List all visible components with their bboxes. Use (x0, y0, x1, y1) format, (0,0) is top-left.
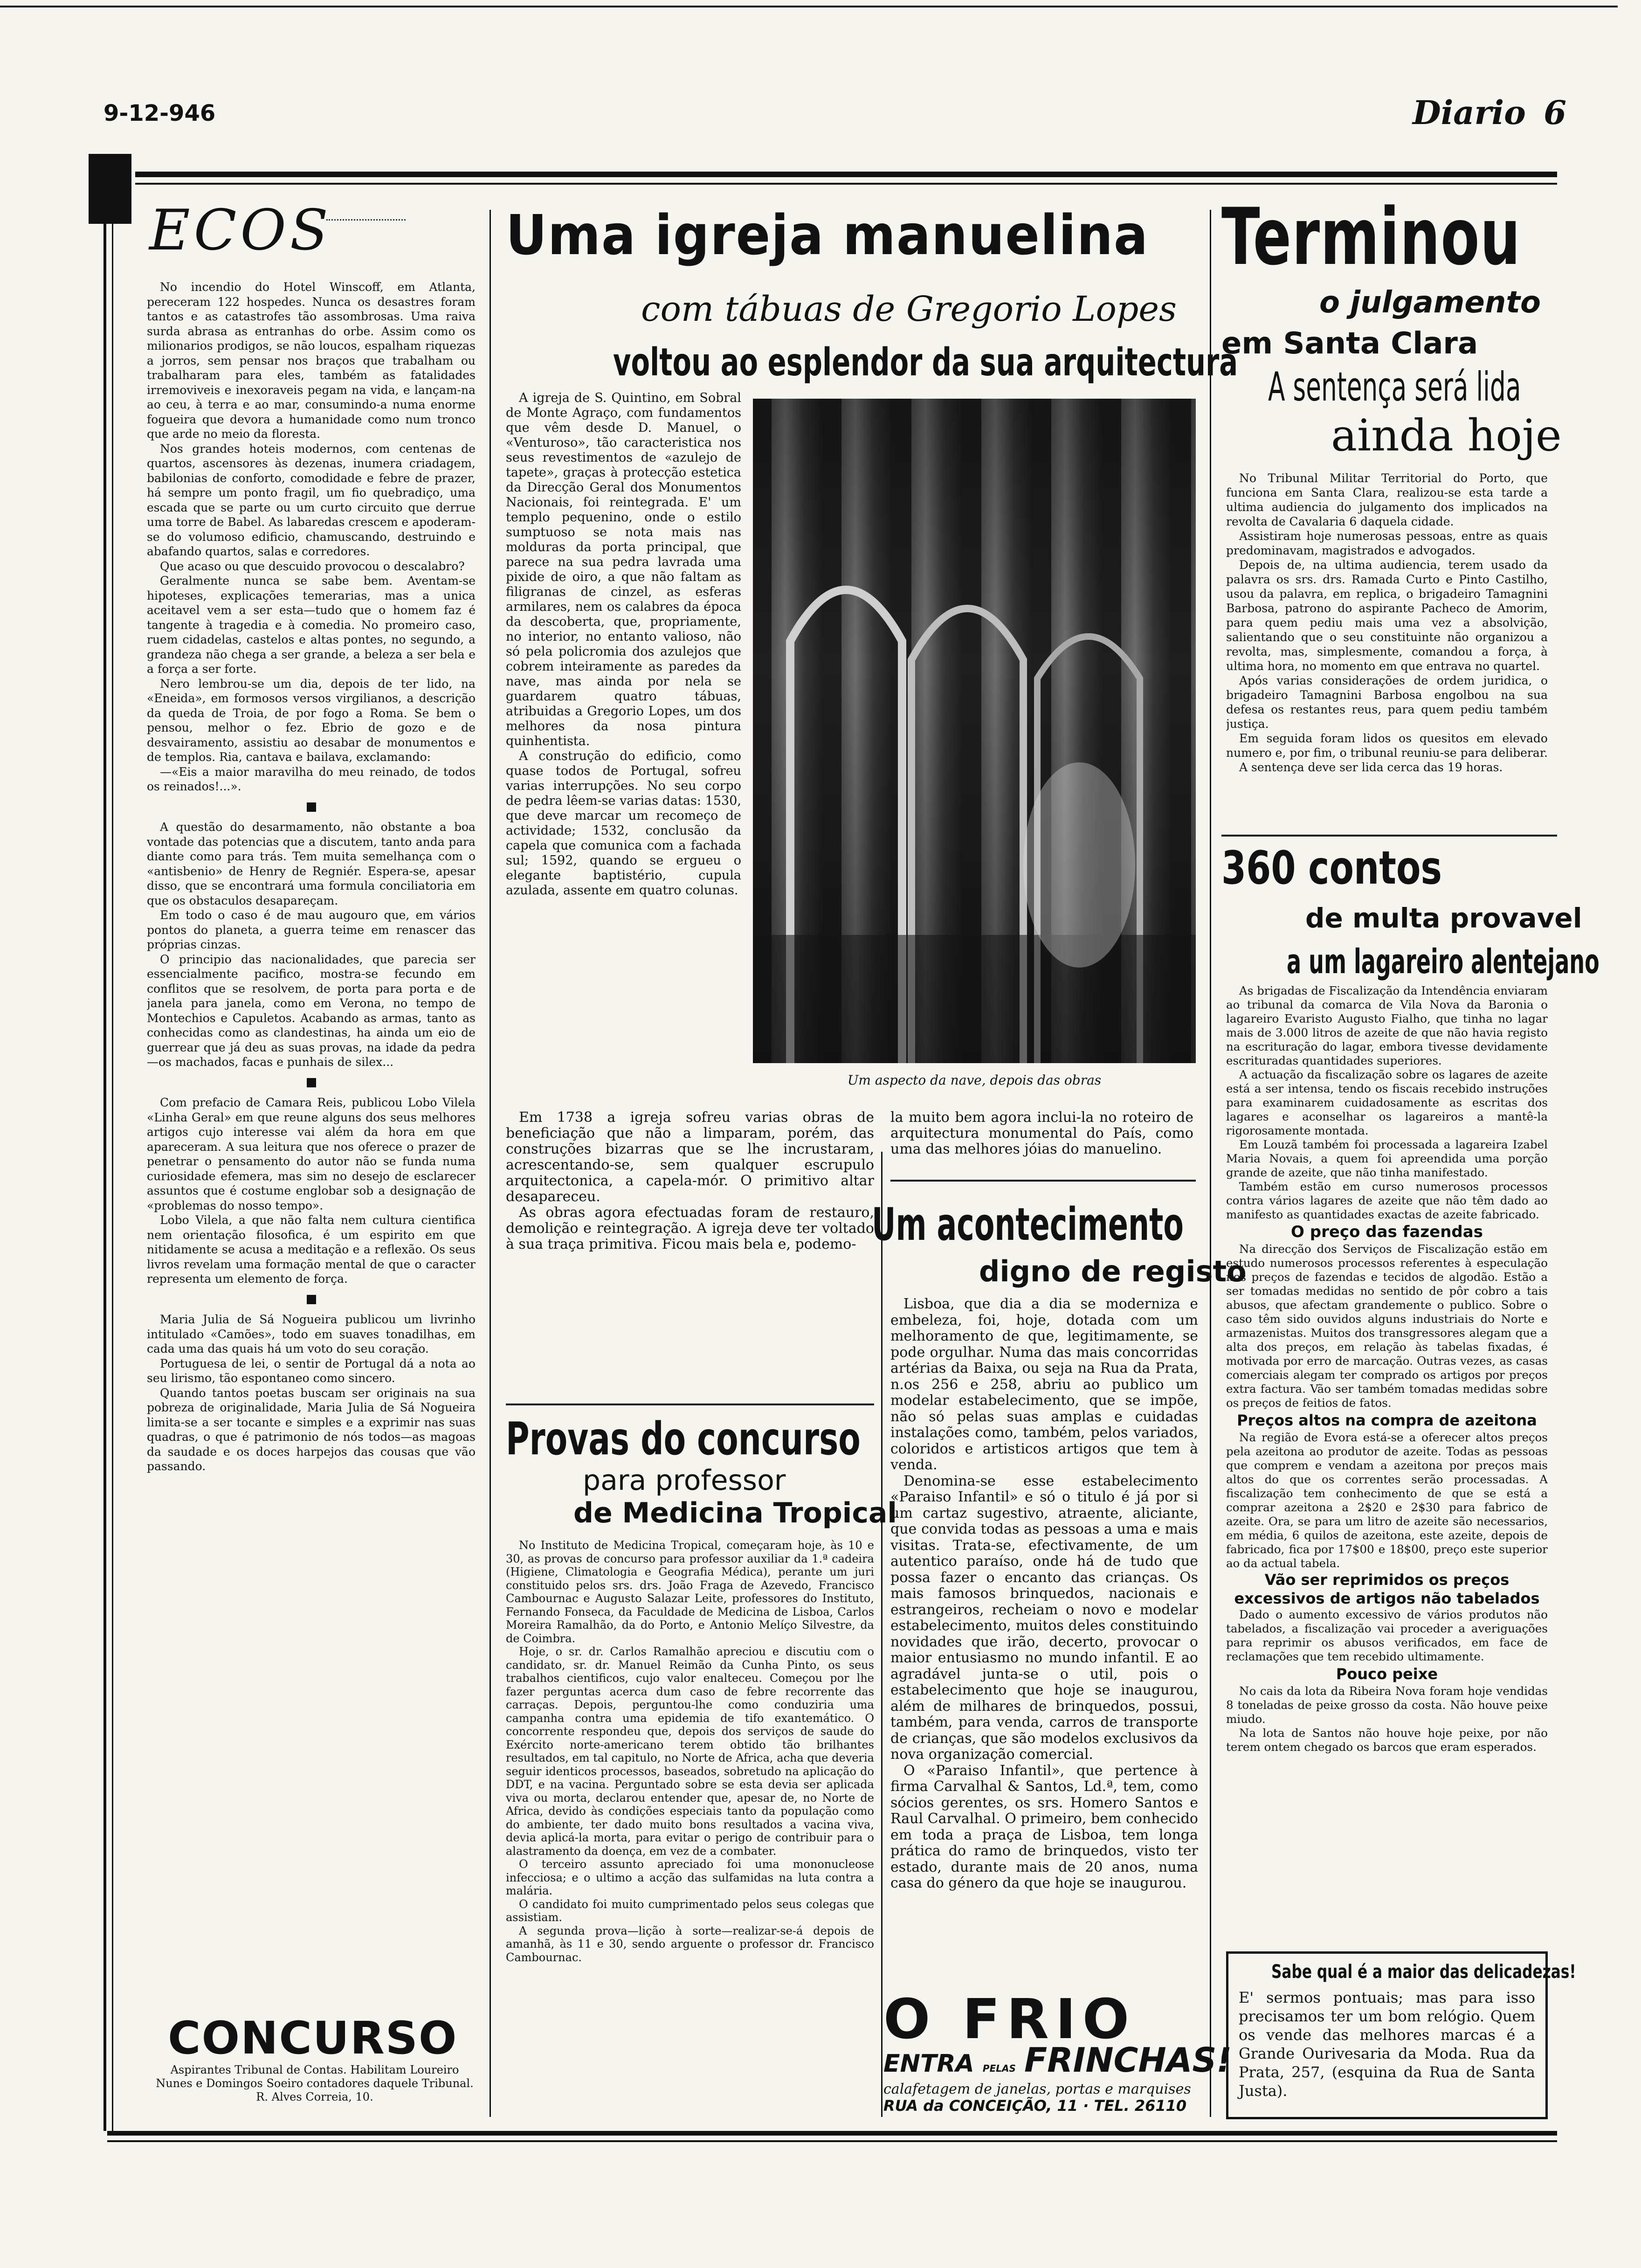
igreja-subtitle-1: com tábuas de Gregorio Lopes (641, 289, 1177, 329)
igreja-paragraph: As obras agora efectuadas foram de restauro, demolição e reintegração. A igreja deve ter voltado à sua traça primitiva. Ficou mais bela e, podemo- (506, 1204, 874, 1252)
left-double-rule-inner (112, 201, 113, 2131)
contos-subheading: Pouco peixe (1336, 1665, 1438, 1683)
igreja-body-continued (890, 1110, 1193, 1157)
ecos-paragraph: Em todo o caso é de mau augouro que, em vários pontos do planeta, a guerra teime em renascer das próprias cinzas. (147, 908, 476, 951)
ecos-paragraph: Quando tantos poetas buscam ser originais na sua pobreza de originalidade, Maria Julia de Sá Nogueira limita-se a ser tocante e simples e a exprimir nas suas quadras, o que é patrimonio de nós todos—as magoas da saudade e os doces harpejos das cousas que vão passando. (147, 1386, 476, 1473)
terminou-paragraph: No Tribunal Militar Territorial do Porto, que funciona em Santa Clara, realizou-se esta tarde a ultima audiencia do julgamento dos implicados na revolta de Cavalaria 6 daquela cidade. (1226, 471, 1548, 528)
photo-caption: Um aspecto da nave, depois das obras (847, 1072, 1102, 1088)
contos-subtitle-1: de multa provavel (1305, 902, 1582, 934)
igreja-subtitle-2: voltou ao esplendor da sua arquitectura (613, 340, 1238, 385)
acontecimento-body (890, 1296, 1198, 1991)
page-date: 9-12-946 (103, 100, 216, 126)
acontecimento-paragraph: O «Paraiso Infantil», que pertence à firma Carvalhal & Santos, Ld.ª, tem, como sócios gerentes, os srs. Homero Santos e Raul Carvalhal. O primeiro, bem conhecido em toda a praça de Lisboa, tem longa prática do ramo de brinquedos, visto ter estado, durante mais de 20 anos, numa casa do género da que hoje se inaugurou. (890, 1762, 1198, 1891)
masthead (1413, 93, 1566, 132)
ecos-paragraph: O principio das nacionalidades, que parecia ser essencialmente pacifico, mostra-se fecundo em conflitos que se resolvem, de porta para porta e de janela para janela, como em Verona, no tempo de Montechios e Capuletos. Acabando as armas, tanto as conhecidas como as clandestinas, ha ainda um eio de guerrear que já deu as suas provas, na idade da pedra—os machados, facas e punhais de silex... (147, 952, 476, 1069)
ourivesaria-ad-title: Sabe qual é a maior das delicadezas! (1271, 1961, 1576, 1983)
acontecimento-top-rule (890, 1180, 1196, 1182)
ecos-paragraph: Geralmente nunca se sabe bem. Aventam-se hipoteses, explicações temerarias, mas a unica aceitavel vem a ser esta—tudo que o homem faz é tangente à tragedia e à comedia. No promeiro caso, ruem cidadelas, castelos e altas pontes, no segundo, a grandeza não chega a ser grande, a beleza a ser bela e a força a ser forte. (147, 574, 476, 676)
frio-ad-address: RUA da CONCEIÇÃO, 11 · TEL. 26110 (883, 2097, 1187, 2115)
terminou-paragraph: Assistiram hoje numerosas pessoas, entre as quais predominavam, magistrados e advogados. (1226, 529, 1548, 557)
ecos-ornament (326, 219, 406, 222)
terminou-paragraph: Após varias considerações de ordem juridica, o brigadeiro Tamagnini Barbosa engolbou na sua defesa os restantes reus, para quem pediu também justiça. (1226, 674, 1548, 731)
terminou-end-rule (1221, 835, 1557, 837)
ecos-body (147, 280, 476, 2024)
contos-paragraph: No cais da lota da Ribeira Nova foram hoje vendidas 8 toneladas de peixe grosso da costa. Não houve peixe miudo. (1226, 1684, 1548, 1726)
terminou-title: Terminou (1221, 191, 1521, 283)
acontecimento-title: Um acontecimento (872, 1198, 1184, 1251)
concurso-title: CONCURSO (168, 2012, 458, 2064)
igreja-body-left (506, 391, 741, 1104)
ecos-paragraph: Nos grandes hoteis modernos, com centenas de quartos, ascensores às dezenas, inumera criadagem, babilonias de conforto, comodidade e febre de prazer, há sempre um ponto fragil, um fio quebradiço, uma escada que se parte ou um curto circuito que derrue uma torre de Babel. As labaredas crescem e apoderam-se do volumoso edificio, chamuscando, destruindo e abafando quartos, salas e corredores. (147, 442, 476, 558)
section-separator (147, 1293, 476, 1308)
ecos-paragraph: Com prefacio de Camara Reis, publicou Lobo Vilela «Linha Geral» em que reune alguns dos seus melhores artigos cujo interesse vai além da hora em que apareceram. A sua leitura que nos oferece o prazer de penetrar o pensamento do autor não se funda numa curiosidade efemera, mas sim no desejo de esclarecer assuntos que é costume englobar sob a designação de «problemas do nosso tempo». (147, 1096, 476, 1212)
provas-paragraph: Hoje, o sr. dr. Carlos Ramalhão apreciou e discutiu com o candidato, sr. dr. Manuel Reimão da Cunha Pinto, os seus trabalhos cientificos, cujo valor enalteceu. Começou por lhe fazer perguntas acerca dum caso de febre recorrente das carraças. Depois, perguntou-lhe como conduziria uma campanha contra uma epidemia de tifo exantemático. O concorrente respondeu que, depois dos serviços de saude do Exército norte-americano terem obtido tão brilhantes resultados, em tal capitulo, no Norte de Africa, acha que deveria seguir identicos processos, baseados, sobretudo na aplicação do DDT, e na vacina. Perguntado sobre se esta devia ser aplicada viva ou morta, declarou entender que, apesar de, no Norte de Africa, devido às condições especiais tanto da população como do ambiente, ter dado muito bons resultados a vacina viva, devia aplicá-la morta, para evitar o perigo de contribuir para o alastramento da doença, em vez de a combater. (506, 1645, 874, 1858)
frio-ad-frinchas: FRINCHAS! (1024, 2040, 1232, 2080)
provas-paragraph: A segunda prova—lição à sorte—realizar-se-á depois de amanhã, às 11 e 30, sendo arguente o professor dr. Francisco Cambournac. (506, 1924, 874, 1964)
terminou-subtitle-3: A sentença será lida (1268, 364, 1521, 410)
frio-ad-line2 (883, 2040, 1232, 2081)
contos-paragraph: Na região de Evora está-se a oferecer altos preços pela azeitona ao produtor de azeite. Todas as pessoas que comprem e vendam a azeitona por preços mais altos do que os correntes serão processadas. A fiscalização tem conhecimento de que se está a comprar azeitona a 2$20 e 2$30 para fabrico de azeite. Ora, se para um litro de azeite são necessarios, em média, 6 quilos de azeitona, este azeite, depois de fabricado, fica por 17$00 e 18$00, preço este superior ao da actual tabela. (1226, 1431, 1548, 1570)
provas-subtitle-1: para professor (583, 1464, 786, 1497)
ecos-title: ECOS (149, 198, 332, 263)
igreja-paragraph: A igreja de S. Quintino, em Sobral de Monte Agraço, com fundamentos que vêm desde D. Manuel, o «Venturoso», tão caracteristica nos seus revestimentos de «azulejo de tapete», graças à protecção estetica da Direcção Geral dos Monumentos Nacionais, foi reintegrada. E' um templo pequenino, onde o estilo sumptuoso se nota mais nas molduras da porta principal, que parece na sua pedra lavrada uma pixide de oiro, a que não faltam as filigranas de cinzel, as esferas armilares, nem os calabres da época da descoberta, que, propriamente, no interior, no entanto valioso, não só pela policromia dos azulejos que cobrem inteiramente as paredes da nave, mas ainda por nela se guardarem quatro tábuas, atribuidas a Gregorio Lopes, um dos melhores da nosa pintura quinhentista. (506, 391, 741, 748)
contos-paragraph: Na direcção dos Serviços de Fiscalização estão em estudo numerosos processos referentes à especulação nos preços de fazendas e tecidos de algodão. Estão a ser tomadas medidas no sentido de pôr cobro a tais abusos, que afectam grandemente o publico. Sobre o caso têm sido ouvidos alguns industriais do Norte e armazenistas. Muitos dos transgressores alegam que a alta dos preços, em relação às tabelas fixadas, é motivada por erro de marcação. Outras vezes, as casas comerciais alegam ter comprado os artigos por preços extra factura. Vão ser também tomadas medidas sobre os preços de feitios de fatos. (1226, 1242, 1548, 1410)
acontecimento-subtitle: digno de registo (979, 1254, 1247, 1288)
section-separator (147, 1076, 476, 1091)
igreja-paragraph: la muito bem agora inclui-la no roteiro de arquitectura monumental do País, como uma das melhores jóias do manuelino. (890, 1109, 1193, 1157)
header-rule-thin (135, 183, 1557, 185)
ecos-paragraph: Lobo Vilela, a que não falta nem cultura cientifica nem orientação filosofica, é um espirito em que nitidamente se acusa a meditação e a reflexão. Os seus livros revelam uma formação mental de que o caracter representa um elemento de força. (147, 1213, 476, 1286)
contos-title: 360 contos (1221, 842, 1442, 895)
igreja-end-rule (506, 1404, 874, 1405)
ecos-paragraph: Maria Julia de Sá Nogueira publicou um livrinho intitulado «Camões», todo em suaves tonadilhas, em cada uma das quais há um voto do seu coração. (147, 1313, 476, 1355)
left-double-rule-outer (103, 201, 106, 2131)
section-separator (147, 801, 476, 816)
igreja-body-bottom (506, 1110, 874, 1408)
frio-ad-headline: O FRIO (883, 1987, 1136, 2051)
ecos-paragraph: No incendio do Hotel Winscoff, em Atlanta, pereceram 122 hospedes. Nunca os desastres foram tantos e as catastrofes tão assombrosas. Uma raiva surda abrasa as entranhas do orbe. Assim como os milionarios prodigos, se não loucos, espalham riquezas a jorros, sem pensar nos braços que trabalham ou trabalharam para eles, também as fatalidades irremoviveis e inexoraveis pegam na vida, e lançam-na ao ceu, à terra e ao mar, consumindo-a numa enorme fogueira que devora a humanidade como num tronco que arde no meio da floresta. (147, 280, 476, 441)
contos-paragraph: Na lota de Santos não houve hoje peixe, por não terem ontem chegado os barcos que eram esperados. (1226, 1726, 1548, 1754)
contos-subheading: Preços altos na compra de azeitona (1237, 1411, 1537, 1429)
frio-ad (883, 1987, 1232, 2117)
terminou-subtitle-1: o julgamento (1319, 285, 1541, 320)
left-edge-block (89, 154, 131, 224)
provas-title: Provas do concurso (506, 1413, 861, 1465)
masthead-title: Diario (1413, 93, 1526, 132)
contos-body (1226, 984, 1576, 1986)
church-nave-photo (753, 399, 1196, 1063)
provas-paragraph: No Instituto de Medicina Tropical, começaram hoje, às 10 e 30, as provas de concurso para professor auxiliar da 1.ª cadeira (Higiene, Climatologia e Geografia Médica), perante um juri constituido pelos srs. drs. João Fraga de Azevedo, Francisco Cambournac e Augusto Salazar Leite, professores do Instituto, Fernando Fonseca, da Faculdade de Medicina de Lisboa, Carlos Moreira Ramalhão, da do Porto, e Antonio Melíço Silvestre, da de Coimbra. (506, 1539, 874, 1645)
terminou-paragraph: A sentença deve ser lida cerca das 19 horas. (1239, 761, 1503, 774)
contos-paragraph: As brigadas de Fiscalização da Intendência enviaram ao tribunal da comarca de Vila Nova da Baronia o lagareiro Evaristo Augusto Fialho, que tinha no lagar mais de 3.000 litros de azeite de que não havia registo na escrituração do lagar, embora tivesse devidamente escrituradas quantidades superiores. (1226, 984, 1548, 1067)
concurso-text: Aspirantes Tribunal de Contas. Habilitam Loureiro Nunes e Domingos Soeiro contadores daquele Tribunal. R. Alves Correia, 10. (156, 2063, 474, 2103)
col-sep-2 (881, 1152, 883, 2117)
top-rule (0, 6, 1618, 7)
contos-paragraph: A actuação da fiscalização sobre os lagares de azeite está a ser intensa, tendo os fiscais recebido instruções para examinarem cuidadosamente as escritas dos lagares e aconselhar os lagareiros a mantê-la rigorosamente montada. (1226, 1068, 1548, 1137)
church-arches-illustration (753, 399, 1196, 1063)
bottom-rule-thick (107, 2131, 1557, 2136)
ecos-paragraph: —«Eis a maior maravilha do meu reinado, de todos os reinados!...». (147, 765, 476, 793)
frio-ad-pelas: PELAS (982, 2063, 1016, 2074)
ourivesaria-ad-text: E' sermos pontuais; mas para isso precisamos ter um bom relógio. Quem os vende das melhores marcas é a Grande Ourivesaria da Moda. Rua da Prata, 257, (esquina da Rua de Santa Justa). (1239, 1989, 1535, 2100)
contos-paragraph: Em Louzã também foi processada a lagareira Izabel Maria Novais, a quem foi apreendida uma porção grande de azeite, que não tinha manifestado. (1226, 1138, 1548, 1179)
contos-paragraph: Dado o aumento excessivo de vários produtos não tabelados, a fiscalização vai proceder a averiguações para reprimir os abusos verificados, em face de reclamações que tem recebido ultimamente. (1226, 1608, 1548, 1663)
col-sep-3 (1210, 210, 1211, 2117)
bottom-rule-thin (107, 2140, 1557, 2142)
ourivesaria-ad (1226, 1951, 1576, 2119)
provas-body (506, 1539, 874, 2122)
terminou-paragraph: Depois de, na ultima audiencia, terem usado da palavra os srs. drs. Ramada Curto e Pinto Castilho, usou da palavra, em replica, o brigadeiro Tamagnini Barbosa, patrono do aspirante Pacheco de Amorim, para quem pediu mais uma vez a absolvição, salientando que o seu constituinte não organizou a revolta, mas, simplesmente, comandou a força, à ultima hora, no momento em que entrava no quartel. (1226, 558, 1548, 673)
terminou-subtitle-4: ainda hoje (1331, 410, 1562, 461)
ecos-paragraph: Que acaso ou que descuido provocou o descalabro? (160, 559, 465, 573)
ecos-paragraph: A questão do desarmamento, não obstante a boa vontade das potencias que a discutem, tanto anda para diante como para trás. Tem muita semelhança com o «antisbenio» de Henry de Regniér. Espera-se, apesar disso, que se encontrará uma formula conciliatoria em que os obstaculos desapareçam. (147, 820, 476, 907)
ecos-paragraph: Nero lembrou-se um dia, depois de ter lido, na «Eneida», em formosos versos virgilianos, a descrição da queda de Troia, de por fogo a Roma. Se bem o pensou, melhor o fez. Ebrio de gozo e de desvairamento, assistiu ao desabar de monumentos e de templos. Ria, cantava e bailava, exclamando: (147, 677, 476, 764)
contos-paragraph: Também estão em curso numerosos processos contra vários lagares de azeite que não têm dado ao manifesto as quantidades exactas de azeite fabricado. (1226, 1180, 1548, 1221)
igreja-title: Uma igreja manuelina (506, 203, 1149, 267)
contos-subheading: O preço das fazendas (1291, 1223, 1483, 1241)
page-number: 6 (1544, 93, 1566, 132)
igreja-paragraph: A construção do edificio, como quase todos de Portugal, sofreu varias interrupções. No seu corpo de pedra lêem-se varias datas: 1530, que deve marcar um recomeço de actividade; 1532, conclusão da capela que comunica com a fachada sul; 1592, quando se ergueu o elegante baptistério, cupula azulada, assente em quatro colunas. (506, 749, 741, 898)
terminou-body (1226, 471, 1548, 835)
ecos-paragraph: Portuguesa de lei, o sentir de Portugal dá a nota ao seu lirismo, tão espontaneo como sincero. (147, 1356, 476, 1385)
provas-paragraph: O terceiro assunto apreciado foi uma mononucleose infecciosa; e o ultimo a acção das sulfamidas na luta contra a malária. (506, 1858, 874, 1897)
provas-subtitle-2: de Medicina Tropical (573, 1497, 897, 1529)
frio-ad-entra: ENTRA (883, 2050, 974, 2078)
provas-paragraph: O candidato foi muito cumprimentado pelos seus colegas que assistiam. (506, 1897, 874, 1924)
contos-subtitle-2: a um lagareiro alentejano (1287, 942, 1600, 981)
igreja-paragraph: Em 1738 a igreja sofreu varias obras de beneficiação que não a limparam, porém, das construções bizarras que se lhe incrustaram, acrescentando-se, sem qualquer escrupulo arquitectonica, a capela-mór. O primitivo altar desapareceu. (506, 1110, 874, 1205)
terminou-subtitle-2: em Santa Clara (1221, 326, 1478, 361)
contos-subheading: Vão ser reprimidos os preços excessivos de artigos não tabelados (1234, 1571, 1540, 1607)
col-sep-1 (490, 210, 491, 2117)
acontecimento-paragraph: Denomina-se esse estabelecimento «Paraiso Infantil» e só o titulo é já por si um cartaz sugestivo, atraente, aliciante, que convida todas as pessoas a uma e mais visitas. Trata-se, efectivamente, de um autentico paraíso, onde há de tudo que possa fazer o encanto das crianças. Os mais famosos brinquedos, nacionais e estrangeiros, recheiam o novo e modelar estabelecimento, muitos deles constituindo novidades que irão, decerto, provocar o maior entusiasmo no mundo infantil. E ao agradável junta-se o util, pois o estabelecimento que hoje se inaugurou, além de milhares de brinquedos, possui, também, para venda, carros de transporte de crianças, que são modelos exclusivos da nova organização comercial. (890, 1473, 1198, 1763)
terminou-paragraph: Em seguida foram lidos os quesitos em elevado numero e, por fim, o tribunal reuniu-se para deliberar. (1226, 732, 1548, 760)
header-rule-thick (135, 172, 1557, 177)
acontecimento-paragraph: Lisboa, que dia a dia se moderniza e embeleza, foi, hoje, dotada com um melhoramento de que, legitimamente, se pode orgulhar. Numa das mais concorridas artérias da Baixa, ou seja na Rua da Prata, n.os 256 e 258, abriu ao publico um modelar estabelecimento, que se impõe, não só pelas suas amplas e cuidadas instalações como, também, pelos variados, coloridos e artisticos artigos que tem à venda. (890, 1296, 1198, 1473)
frio-ad-line3: calafetagem de janelas, portas e marquises (883, 2081, 1191, 2097)
